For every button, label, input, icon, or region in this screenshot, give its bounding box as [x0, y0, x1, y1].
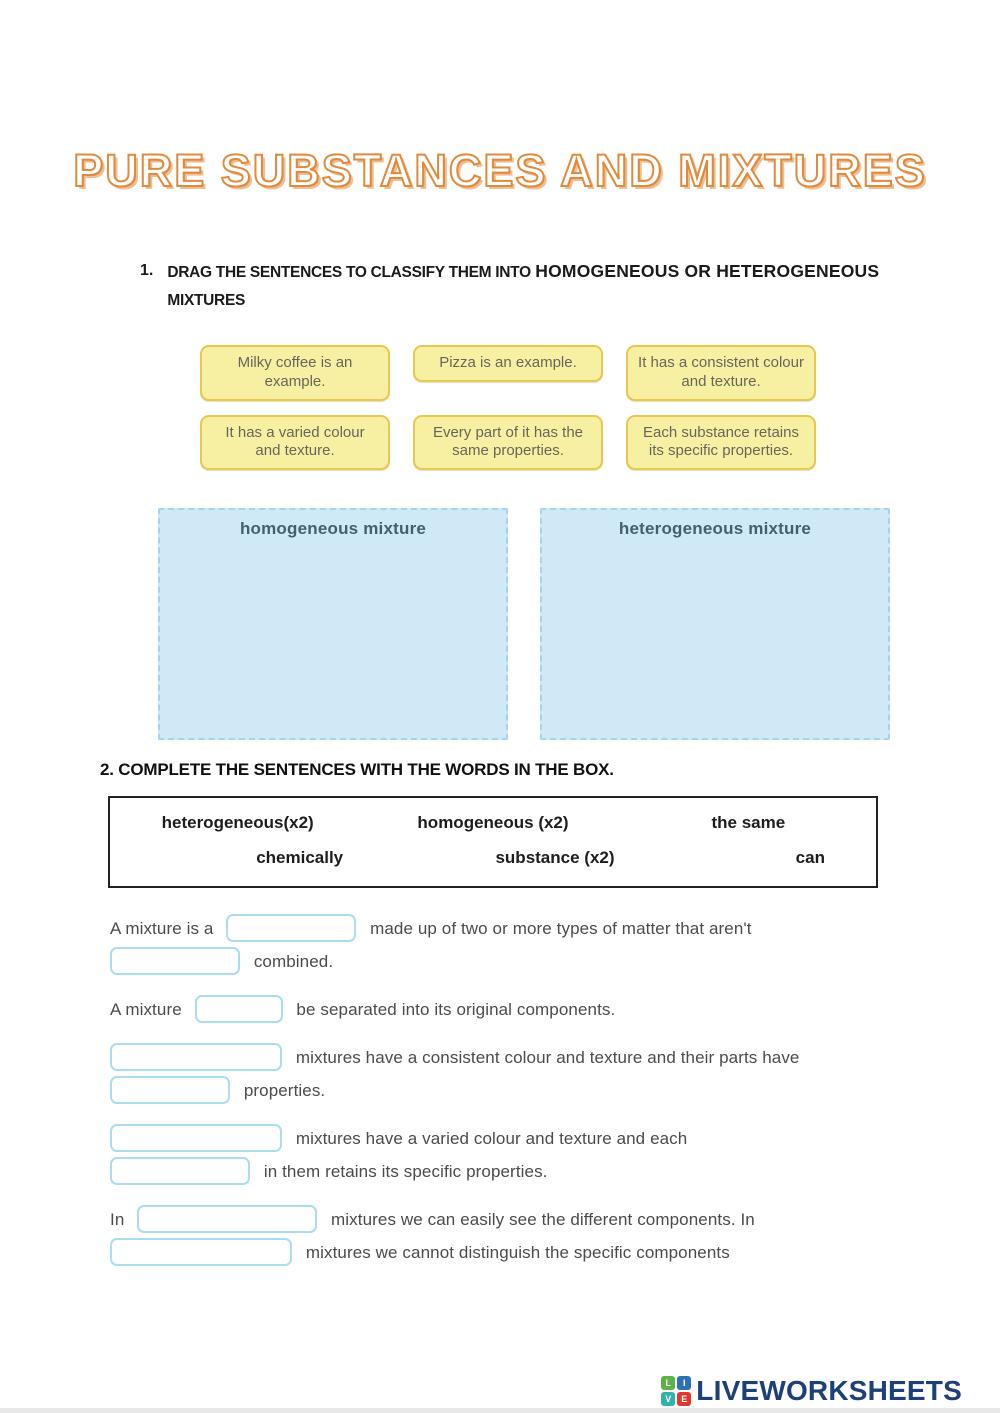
blank-input-2a[interactable]	[195, 995, 283, 1023]
blank-input-4a[interactable]	[110, 1124, 282, 1152]
sentence-2-post: be separated into its original components.	[296, 1000, 616, 1020]
drag-card-varied-colour[interactable]: It has a varied colour and texture.	[200, 415, 390, 471]
dropzone-homogeneous-label: homogeneous mixture	[239, 519, 427, 538]
task1-instruction	[140, 259, 980, 313]
drag-card-area	[200, 345, 816, 470]
word-bank-item: chemically	[256, 848, 344, 867]
word-bank-item: the same	[711, 813, 786, 832]
blank-input-4b[interactable]	[110, 1157, 250, 1185]
drag-card-same-properties[interactable]: Every part of it has the same properties.	[413, 415, 603, 471]
task1-instruction-part2: HOMOGENEOUS OR HETEROGENEOUS	[535, 261, 880, 281]
drop-zone-area	[158, 508, 1000, 740]
word-bank-item: can	[795, 848, 825, 867]
blank-input-5a[interactable]	[137, 1205, 317, 1233]
sentence-5-post: mixtures we can easily see the different components. In	[331, 1210, 755, 1230]
drag-card-pizza[interactable]: Pizza is an example.	[413, 345, 603, 382]
sentence-4-post2: in them retains its specific properties.	[263, 1162, 548, 1182]
sentence-1-pre: A mixture is a	[110, 919, 214, 938]
sentence-2-pre: A mixture	[110, 1000, 182, 1020]
drag-card-specific-properties[interactable]: Each substance retains its specific properties.	[626, 415, 816, 471]
blank-input-3a[interactable]	[110, 1043, 282, 1071]
liveworksheets-grid-icon	[661, 1376, 691, 1406]
word-bank-box	[108, 796, 878, 888]
dropzone-homogeneous[interactable]	[158, 508, 508, 740]
word-bank-item: substance (x2)	[495, 848, 615, 867]
sentence-5	[110, 1203, 900, 1269]
logo-square-l: L	[661, 1376, 675, 1390]
task1-instruction-part1: DRAG THE SENTENCES TO CLASSIFY THEM INTO	[167, 264, 531, 281]
sentence-3-post2: properties.	[243, 1081, 326, 1101]
dropzone-heterogeneous-label: heterogeneous mixture	[618, 519, 812, 538]
task1-instruction-part3: MIXTURES	[167, 292, 246, 309]
sentence-5-post2: mixtures we cannot distinguish the specific components	[305, 1243, 730, 1263]
fill-in-sentences	[110, 912, 900, 1269]
logo-square-i: I	[677, 1376, 691, 1390]
dropzone-heterogeneous[interactable]	[540, 508, 890, 740]
sentence-2	[110, 993, 900, 1026]
sentence-3-post: mixtures have a consistent colour and texture and their parts have	[295, 1048, 800, 1068]
page-title: PURE SUBSTANCES AND MIXTURES	[73, 145, 927, 196]
word-bank-row-2	[172, 848, 938, 868]
blank-input-5b[interactable]	[110, 1238, 292, 1266]
word-bank-item: heterogeneous(x2)	[161, 813, 314, 832]
task1-number: 1.	[140, 262, 154, 279]
sentence-3	[110, 1041, 900, 1107]
task2-heading: 2. COMPLETE THE SENTENCES WITH THE WORDS IN THE BOX.	[100, 760, 614, 779]
blank-input-1a[interactable]	[226, 914, 356, 942]
sentence-5-pre: In	[110, 1210, 125, 1230]
blank-input-3b[interactable]	[110, 1076, 230, 1104]
page-bottom-edge	[0, 1408, 1000, 1413]
sentence-1-post: made up of two or more types of matter that aren't	[370, 919, 752, 938]
sentence-4-post: mixtures have a varied colour and texture and each	[295, 1129, 688, 1149]
logo-square-e: E	[677, 1392, 691, 1406]
drag-card-milky-coffee[interactable]: Milky coffee is an example.	[200, 345, 390, 401]
logo-square-v: V	[661, 1392, 675, 1406]
sentence-4	[110, 1122, 900, 1188]
task1-instruction-text	[167, 259, 879, 313]
word-bank-row-1	[110, 813, 876, 833]
sentence-1	[110, 912, 900, 978]
liveworksheets-wordmark: LIVEWORKSHEETS	[696, 1375, 962, 1406]
blank-input-1b[interactable]	[110, 947, 240, 975]
word-bank-item: homogeneous (x2)	[417, 813, 569, 832]
sentence-1-post2: combined.	[253, 952, 334, 972]
drag-card-consistent-colour[interactable]: It has a consistent colour and texture.	[626, 345, 816, 401]
liveworksheets-logo[interactable]	[661, 1375, 962, 1407]
